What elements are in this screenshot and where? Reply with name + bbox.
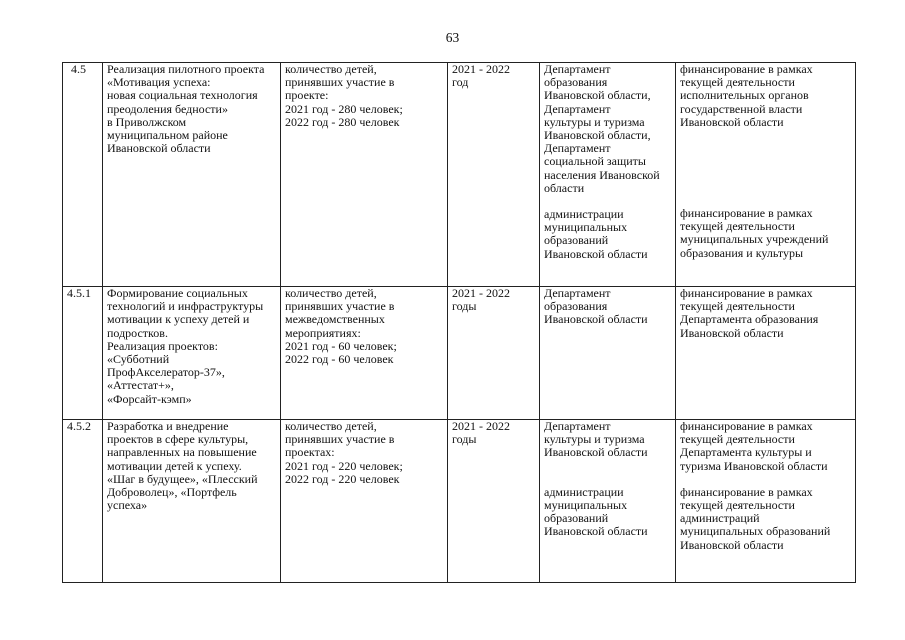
row-number: 4.5.1 [63, 287, 103, 420]
funding-cell: финансирование в рамках текущей деятельности Департамента культуры и туризма Ивановской области финансирование в рамках текущей деятельности администраций муниципальных образований Ивановской области [676, 420, 856, 583]
executor-cell: Департамент образования Ивановской области [540, 287, 676, 420]
page-number: 63 [445, 30, 460, 45]
table-row-4-5 [63, 63, 856, 287]
executor-cell: Департамент образования Ивановской области, Департамент культуры и туризма Ивановской области, Департамент социальной защиты населения Ивановской области администрации муниципальных образований Ивановской области [540, 63, 676, 287]
funding-cell: финансирование в рамках текущей деятельности Департамента образования Ивановской области [676, 287, 856, 420]
period-cell: 2021 - 2022 годы [448, 420, 540, 583]
period-cell: 2021 - 2022 годы [448, 287, 540, 420]
row-number: 4.5 [63, 63, 103, 287]
executor-cell: Департамент культуры и туризма Ивановской области администрации муниципальных образований Ивановской области [540, 420, 676, 583]
table-row-4-5-2 [63, 420, 856, 583]
table-row-4-5-1 [63, 287, 856, 420]
indicator-cell: количество детей, принявших участие в межведомственных мероприятиях: 2021 год - 60 человек; 2022 год - 60 человек [281, 287, 448, 420]
event-cell: Формирование социальных технологий и инфраструктуры мотивации к успеху детей и подростков. Реализация проектов: «Субботний ПрофАкселератор-37», «Аттестат+», «Форсайт-кэмп» [103, 287, 281, 420]
funding-cell: финансирование в рамках текущей деятельности исполнительных органов государственной власти Ивановской области финансирование в рамках текущей деятельности муниципальных учреждений образования и культуры [676, 63, 856, 287]
measures-table [62, 62, 856, 583]
indicator-cell: количество детей, принявших участие в проектах: 2021 год - 220 человек; 2022 год - 220 человек [281, 420, 448, 583]
period-cell: 2021 - 2022 год [448, 63, 540, 287]
event-cell: Реализация пилотного проекта «Мотивация успеха: новая социальная технология преодоления бедности» в Приволжском муниципальном районе Ивановской области [103, 63, 281, 287]
row-number: 4.5.2 [63, 420, 103, 583]
indicator-cell: количество детей, принявших участие в проекте: 2021 год - 280 человек; 2022 год - 280 человек [281, 63, 448, 287]
event-cell: Разработка и внедрение проектов в сфере культуры, направленных на повышение мотивации детей к успеху. «Шаг в будущее», «Плесский Доброволец», «Портфель успеха» [103, 420, 281, 583]
